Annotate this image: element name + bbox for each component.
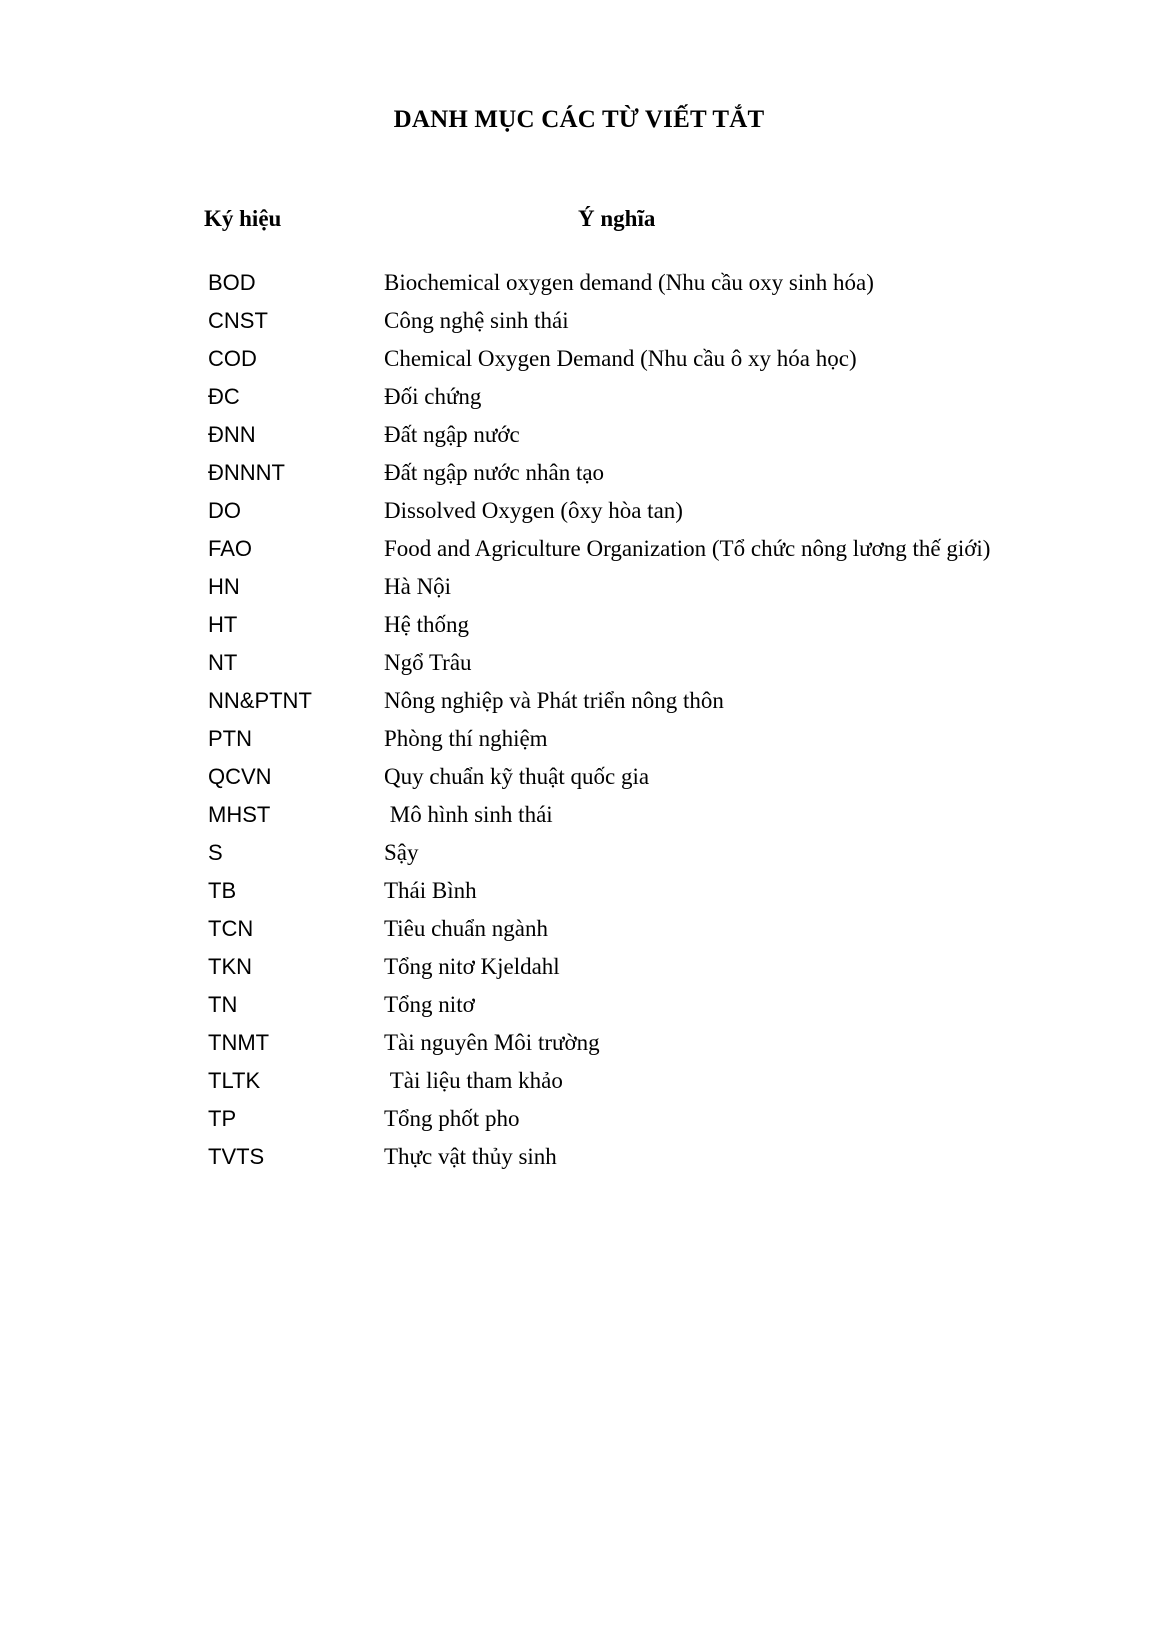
abbreviation-meaning: Tiêu chuẩn ngành: [384, 916, 548, 941]
abbreviation-list: [208, 264, 1008, 1176]
abbreviation-meaning: Hà Nội: [384, 574, 452, 599]
abbreviation-meaning: Tài liệu tham khảo: [384, 1068, 563, 1093]
abbreviation-row: [208, 720, 1008, 758]
abbreviation-code: DO: [208, 498, 241, 523]
abbreviation-meaning: Đối chứng: [384, 384, 482, 409]
abbreviation-meaning: Chemical Oxygen Demand (Nhu cầu ô xy hóa học): [384, 346, 857, 371]
abbreviation-code: TB: [208, 878, 237, 903]
abbreviation-meaning: Tổng nitơ: [384, 992, 475, 1017]
abbreviation-row: [208, 834, 1008, 872]
abbreviation-code: NT: [208, 650, 238, 675]
abbreviation-row: [208, 1100, 1008, 1138]
abbreviation-row: [208, 302, 1008, 340]
abbreviation-row: [208, 1062, 1008, 1100]
abbreviation-meaning: Tổng phốt pho: [384, 1106, 520, 1131]
abbreviation-row: [208, 568, 1008, 606]
abbreviation-row: [208, 340, 1008, 378]
abbreviation-row: [208, 758, 1008, 796]
abbreviation-code: TN: [208, 992, 238, 1017]
abbreviation-meaning: Đất ngập nước nhân tạo: [384, 460, 605, 485]
abbreviation-code: TCN: [208, 916, 254, 941]
abbreviation-row: [208, 644, 1008, 682]
abbreviation-meaning: Tổng nitơ Kjeldahl: [384, 954, 560, 979]
abbreviation-row: [208, 1024, 1008, 1062]
abbreviation-row: [208, 530, 1008, 568]
abbreviation-code: PTN: [208, 726, 252, 751]
abbreviation-code: TVTS: [208, 1144, 265, 1169]
abbreviation-meaning: Quy chuẩn kỹ thuật quốc gia: [384, 764, 650, 789]
abbreviation-row: [208, 1138, 1008, 1176]
abbreviation-meaning: Công nghệ sinh thái: [384, 308, 569, 333]
abbreviation-code: ĐNN: [208, 422, 256, 447]
abbreviation-row: [208, 492, 1008, 530]
abbreviation-code: HN: [208, 574, 240, 599]
abbreviation-row: [208, 796, 1008, 834]
abbreviation-meaning: Food and Agriculture Organization (Tổ chức nông lương thế giới): [384, 536, 991, 561]
abbreviation-code: HT: [208, 612, 238, 637]
abbreviation-code: NN&PTNT: [208, 688, 312, 713]
abbreviation-code: MHST: [208, 802, 271, 827]
abbreviation-code: COD: [208, 346, 257, 371]
abbreviation-meaning: Mô hình sinh thái: [384, 802, 553, 827]
abbreviation-code: TP: [208, 1106, 237, 1131]
abbreviation-code: ĐC: [208, 384, 240, 409]
abbreviation-meaning: Dissolved Oxygen (ôxy hòa tan): [384, 498, 683, 523]
page-title: DANH MỤC CÁC TỪ VIẾT TẮT: [393, 106, 765, 133]
abbreviation-code: QCVN: [208, 764, 272, 789]
abbreviation-meaning: Phòng thí nghiệm: [384, 726, 548, 751]
abbreviation-row: [208, 872, 1008, 910]
abbreviation-row: [208, 910, 1008, 948]
abbreviation-meaning: Thực vật thủy sinh: [384, 1144, 557, 1169]
abbreviation-row: [208, 948, 1008, 986]
abbreviation-meaning: Hệ thống: [384, 612, 469, 637]
column-header-symbol: Ký hiệu: [204, 206, 282, 231]
abbreviation-code: TLTK: [208, 1068, 261, 1093]
abbreviation-code: TNMT: [208, 1030, 270, 1055]
abbreviation-code: ĐNNNT: [208, 460, 285, 485]
abbreviation-meaning: Sậy: [384, 840, 419, 865]
abbreviation-code: FAO: [208, 536, 253, 561]
abbreviation-row: [208, 454, 1008, 492]
abbreviation-meaning: Tài nguyên Môi trường: [384, 1030, 600, 1055]
abbreviation-row: [208, 682, 1008, 720]
abbreviation-code: BOD: [208, 270, 256, 295]
column-header-meaning: Ý nghĩa: [578, 206, 656, 231]
abbreviation-row: [208, 264, 1008, 302]
abbreviation-code: S: [208, 840, 223, 865]
abbreviation-row: [208, 606, 1008, 644]
abbreviation-row: [208, 378, 1008, 416]
abbreviation-meaning: Thái Bình: [384, 878, 477, 903]
abbreviation-meaning: Ngổ Trâu: [384, 650, 472, 675]
abbreviation-meaning: Đất ngập nước: [384, 422, 520, 447]
abbreviation-row: [208, 416, 1008, 454]
abbreviation-meaning: Biochemical oxygen demand (Nhu cầu oxy sinh hóa): [384, 270, 874, 295]
abbreviation-row: [208, 986, 1008, 1024]
abbreviation-meaning: Nông nghiệp và Phát triển nông thôn: [384, 688, 724, 713]
abbreviation-code: TKN: [208, 954, 252, 979]
abbreviation-code: CNST: [208, 308, 268, 333]
